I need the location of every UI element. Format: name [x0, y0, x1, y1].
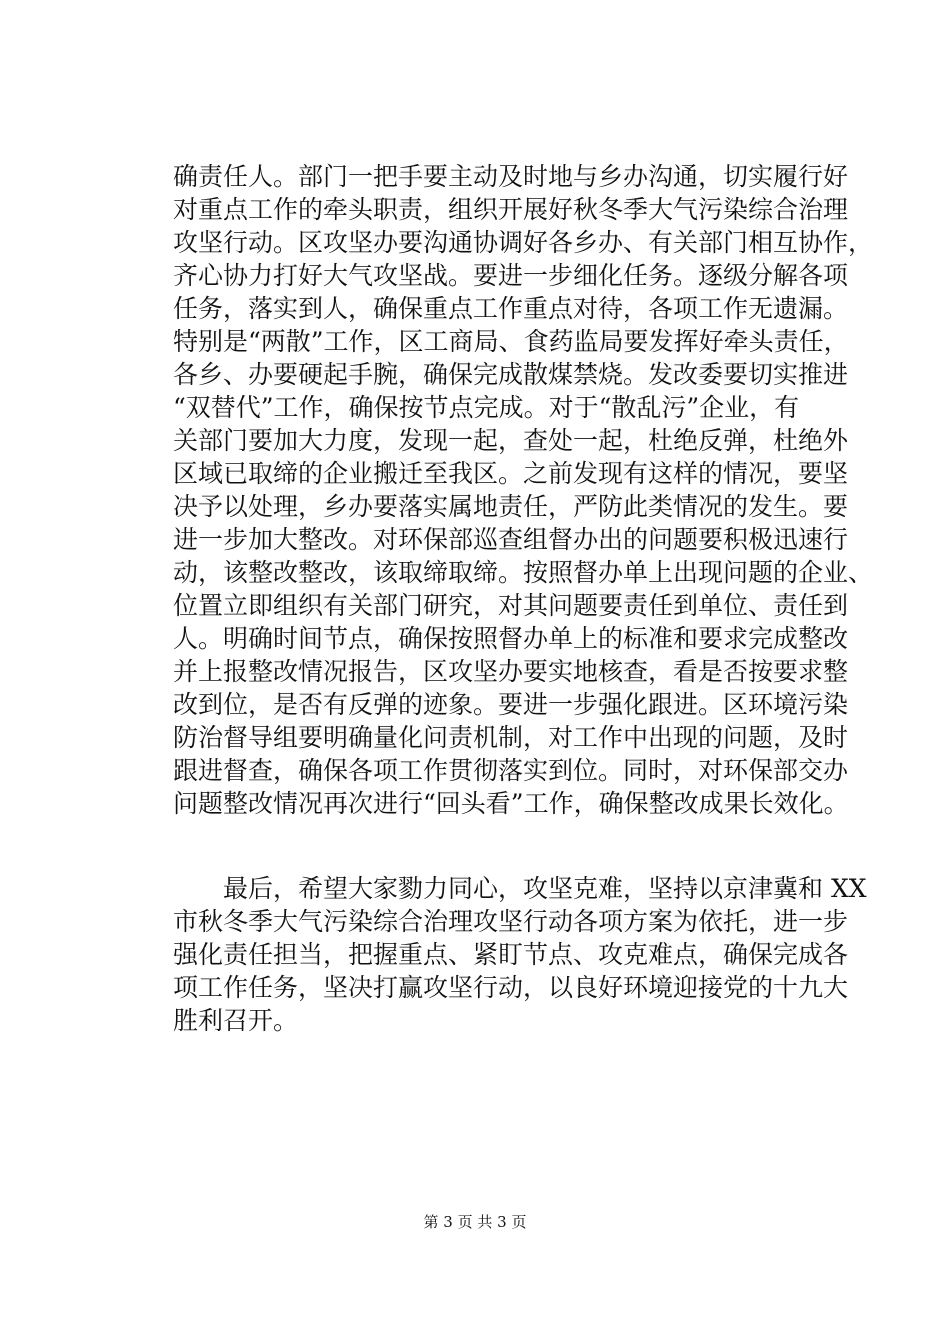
text-line: 位置立即组织有关部门研究，对其问题要责任到单位、责任到: [173, 591, 849, 620]
text-line: 确责任人。部门一把手要主动及时地与乡办沟通，切实履行好: [173, 162, 849, 191]
text-line: 问题整改情况再次进行“回头看”工作，确保整改成果长效化。: [173, 789, 849, 818]
text-line: 并上报整改情况报告，区攻坚办要实地核查，看是否按要求整: [173, 657, 849, 686]
document-body: [173, 160, 873, 1037]
text-line: 关部门要加大力度，发现一起，查处一起，杜绝反弹，杜绝外: [173, 426, 849, 455]
text-line: 强化责任担当，把握重点、紧盯节点、攻克难点，确保完成各: [173, 940, 849, 969]
text-line: 人。明确时间节点，确保按照督办单上的标准和要求完成整改: [173, 624, 849, 653]
text-line: “双替代”工作，确保按节点完成。对于“散乱污”企业，有: [173, 393, 800, 422]
page-number-footer: 第 3 页 共 3 页: [423, 1213, 527, 1231]
paragraph: [173, 160, 873, 820]
text-line: 进一步加大整改。对环保部巡查组督办出的问题要积极迅速行: [173, 525, 849, 554]
text-line: 动，该整改整改，该取缔取缔。按照督办单上出现问题的企业、: [173, 558, 874, 587]
text-line: 最后，希望大家勠力同心，攻坚克难，坚持以京津冀和 XX: [173, 874, 867, 903]
text-line: 任务，落实到人，确保重点工作重点对待，各项工作无遗漏。: [173, 294, 849, 323]
paragraph: [173, 872, 873, 1037]
paragraph-spacer: [173, 820, 873, 872]
text-line: 防治督导组要明确量化问责机制，对工作中出现的问题，及时: [173, 723, 849, 752]
text-line: 各乡、办要硬起手腕，确保完成散煤禁烧。发改委要切实推进: [173, 360, 849, 389]
text-line: 项工作任务，坚决打赢攻坚行动，以良好环境迎接党的十九大: [173, 973, 849, 1002]
text-line: 市秋冬季大气污染综合治理攻坚行动各项方案为依托，进一步: [173, 907, 849, 936]
text-line: 攻坚行动。区攻坚办要沟通协调好各乡办、有关部门相互协作，: [173, 228, 874, 257]
text-line: 改到位，是否有反弹的迹象。要进一步强化跟进。区环境污染: [173, 690, 849, 719]
text-line: 跟进督查，确保各项工作贯彻落实到位。同时，对环保部交办: [173, 756, 849, 785]
text-line: 对重点工作的牵头职责，组织开展好秋冬季大气污染综合治理: [173, 195, 849, 224]
text-line: 齐心协力打好大气攻坚战。要进一步细化任务。逐级分解各项: [173, 261, 849, 290]
text-line: 决予以处理，乡办要落实属地责任，严防此类情况的发生。要: [173, 492, 849, 521]
text-line: 特别是“两散”工作，区工商局、食药监局要发挥好牵头责任，: [173, 327, 849, 356]
text-line: 胜利召开。: [173, 1006, 299, 1035]
text-line: 区域已取缔的企业搬迁至我区。之前发现有这样的情况，要坚: [173, 459, 849, 488]
